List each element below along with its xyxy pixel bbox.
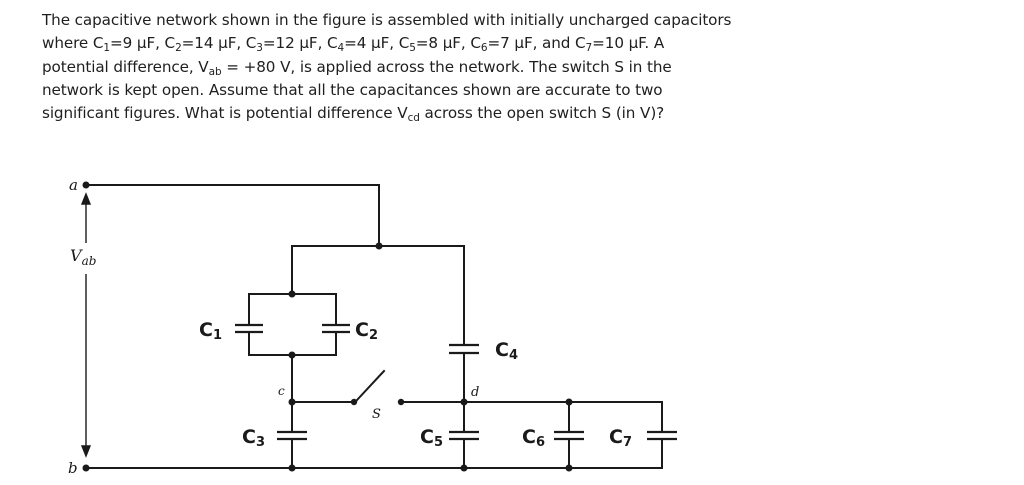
capacitor-labels [199, 319, 632, 450]
c7-sub: 7 [622, 435, 632, 450]
problem-text: = +80 V, is applied across the network. The switch S in the network is kept open. Assume that all the capacitances shown are accurate to two significant figures. What is potential difference V [42, 57, 672, 123]
capacitor-c2 [322, 325, 350, 332]
problem-text: =7 μF, and C [487, 34, 586, 53]
c6-label [522, 426, 545, 450]
junction-dot [461, 465, 468, 472]
junction-dot [566, 465, 573, 472]
switch-contact-right [398, 399, 404, 405]
problem-text: =4 μF, C [344, 34, 410, 53]
vab-main: V [70, 246, 82, 265]
capacitor-plates [235, 325, 677, 439]
arrowhead-down [82, 446, 90, 456]
c6-sub: 6 [535, 435, 545, 450]
subscript: 7 [585, 42, 593, 55]
node-d-label: d [471, 385, 480, 400]
c3-main: C [242, 426, 256, 448]
junction-dot [566, 399, 573, 406]
subscript: 1 [103, 42, 110, 55]
c7-label [609, 426, 632, 450]
problem-text: across the open switch S (in V)? [419, 104, 665, 123]
c3-sub: 3 [255, 435, 265, 450]
node-d-dot [461, 399, 468, 406]
subscript: 4 [337, 42, 345, 55]
c3-label [242, 426, 265, 450]
c6-main: C [522, 426, 536, 448]
c7-main: C [609, 426, 623, 448]
capacitor-c5 [449, 432, 479, 439]
c1-label [199, 319, 222, 343]
node-b-label: b [68, 459, 78, 477]
c5-sub: 5 [433, 435, 443, 450]
problem-text: =9 μF, C [109, 34, 176, 53]
c5-label [420, 426, 443, 450]
subscript: cd [407, 112, 420, 125]
capacitor-c4 [449, 345, 479, 353]
c2-main: C [355, 319, 369, 341]
capacitor-c1 [235, 325, 263, 332]
c5-main: C [420, 426, 434, 448]
switch-blade [357, 371, 384, 400]
capacitor-c7 [647, 432, 677, 439]
subscript: 5 [409, 42, 416, 55]
terminal-a [83, 182, 90, 189]
problem-text: =10 μF. A potential difference, V [42, 34, 665, 76]
problem-text: The capacitive network shown in the figure is assembled with initially uncharged capacitors where C [42, 11, 732, 53]
problem-text: =8 μF, C [415, 34, 481, 53]
c1-sub: 1 [212, 328, 222, 343]
arrowhead-up [82, 194, 90, 204]
c4-main: C [495, 339, 509, 361]
junction-dots [83, 182, 573, 472]
junction-dot [289, 352, 296, 359]
switch-label: S [372, 407, 381, 422]
problem-text: =12 μF, C [262, 34, 338, 53]
junction-dot [289, 291, 296, 298]
terminal-b [83, 465, 90, 472]
switch-contact-left [351, 399, 357, 405]
node-c-dot [289, 399, 296, 406]
c2-label [355, 319, 378, 343]
vab-sub: ab [81, 254, 97, 268]
vab-label [70, 246, 96, 268]
node-c-label: c [278, 384, 285, 398]
capacitor-c6 [554, 432, 584, 439]
c4-sub: 4 [508, 348, 518, 363]
circuit-wires [86, 185, 662, 468]
subscript: 3 [256, 42, 263, 55]
wire-top [86, 185, 379, 246]
junction-dot [289, 465, 296, 472]
subscript: ab [208, 65, 222, 78]
c4-label [495, 339, 518, 363]
problem-text: =14 μF, C [181, 34, 257, 53]
node-a-label: a [69, 176, 78, 194]
junction-dot [376, 243, 383, 250]
voltage-arrow [82, 194, 90, 456]
subscript: 2 [175, 42, 182, 55]
subscript: 6 [480, 42, 488, 55]
c1-main: C [199, 319, 213, 341]
c2-sub: 2 [368, 328, 378, 343]
capacitor-c3 [277, 432, 307, 439]
